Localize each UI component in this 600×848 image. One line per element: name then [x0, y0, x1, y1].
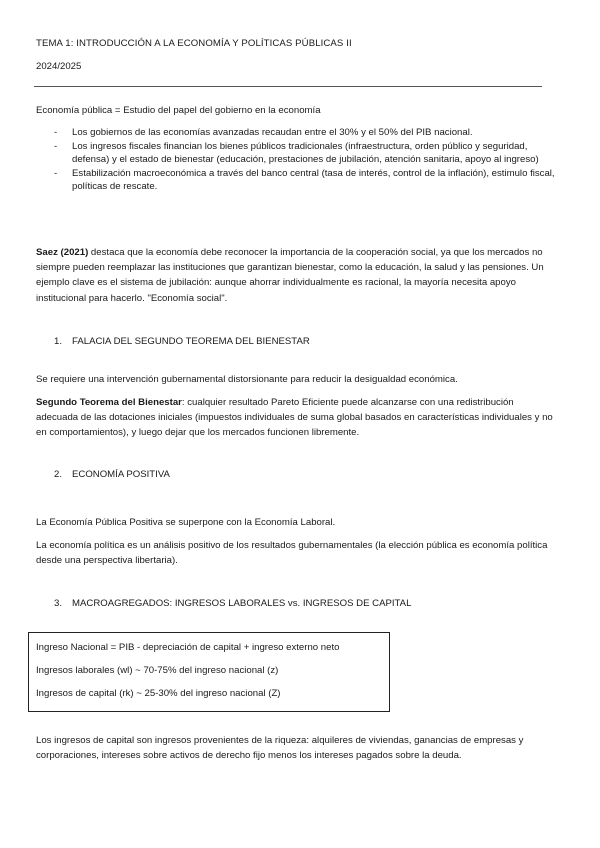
header-divider	[34, 86, 542, 87]
section-heading-1	[54, 336, 310, 347]
saez-text: destaca que la economía debe reconocer la importancia de la cooperación social, ya que los mercados no siempre pueden reemplazar las instituciones que garantizan bienestar, como la educación, la salud y las pensiones. Un ejemplo clave es el sistema de jubilación: aunque ahorrar individualmente es racional, la mayoría necesita apoyo institucional para hacerlo. "Economía social".	[36, 247, 544, 304]
intro-bullet-list	[36, 126, 556, 194]
formula-line-capital-income: Ingresos de capital (rk) ~ 25-30% del ingreso nacional (Z)	[36, 688, 281, 699]
list-item	[36, 140, 556, 167]
second-theorem-definition	[36, 395, 558, 441]
section2-paragraph-1: La Economía Pública Positiva se superpone con la Economía Laboral.	[36, 517, 336, 528]
document-header-title: TEMA 1: INTRODUCCIÓN A LA ECONOMÍA Y POLÍTICAS PÚBLICAS II	[36, 38, 352, 49]
definition-text: : cualquier resultado Pareto Eficiente puede alcanzarse con una redistribución adecuada de las dotaciones iniciales (impuestos individuales de suma global basados en características individuales y no en comportamientos), y luego dejar que los mercados funcionen libremente.	[36, 397, 553, 439]
formula-box	[28, 632, 390, 712]
bullet-dash: -	[54, 140, 58, 152]
saez-paragraph	[36, 245, 558, 306]
section-number: 3.	[54, 598, 63, 609]
saez-citation: Saez (2021)	[36, 247, 89, 258]
list-item-text: Los ingresos fiscales financian los bienes públicos tradicionales (infraestructura, orden público y seguridad, defensa) y el estado de bienestar (educación, prestaciones de jubilación, atención sanitaria, apoyo al ingreso)	[72, 140, 539, 166]
document-header-year: 2024/2025	[36, 61, 82, 72]
section-title: FALACIA DEL SEGUNDO TEOREMA DEL BIENESTAR	[72, 336, 310, 347]
formula-line-labor-income: Ingresos laborales (wl) ~ 70-75% del ingreso nacional (z)	[36, 665, 279, 676]
list-item-text: Los gobiernos de las economías avanzadas recaudan entre el 30% y el 50% del PIB nacional.	[72, 127, 473, 138]
section-heading-3	[54, 598, 411, 609]
section-title: ECONOMÍA POSITIVA	[72, 469, 170, 480]
definition-term: Segundo Teorema del Bienestar	[36, 397, 182, 408]
section-title: MACROAGREGADOS: INGRESOS LABORALES vs. INGRESOS DE CAPITAL	[72, 598, 412, 609]
capital-income-paragraph: Los ingresos de capital son ingresos provenientes de la riqueza: alquileres de viviendas, ganancias de empresas y corporaciones, intereses sobre activos de derecho fijo menos los intereses pagados sobre la deuda.	[36, 735, 524, 762]
bullet-dash: -	[54, 127, 58, 138]
intro-definition: Economía pública = Estudio del papel del gobierno en la economía	[36, 105, 321, 116]
list-item	[36, 167, 556, 194]
bullet-dash: -	[54, 167, 58, 179]
section1-paragraph: Se requiere una intervención gubernamental distorsionante para reducir la desigualdad económica.	[36, 374, 458, 385]
formula-line-national-income: Ingreso Nacional = PIB - depreciación de capital + ingreso externo neto	[36, 642, 340, 653]
section-heading-2	[54, 469, 170, 480]
list-item	[36, 126, 556, 140]
section-number: 2.	[54, 469, 63, 480]
section2-paragraph-2: La economía política es un análisis positivo de los resultados gubernamentales (la elección pública es economía política desde una perspectiva libertaria).	[36, 540, 548, 567]
section-number: 1.	[54, 336, 63, 347]
list-item-text: Estabilización macroeconómica a través del banco central (tasa de interés, control de la inflación), estimulo fiscal, políticas de rescate.	[72, 167, 555, 193]
